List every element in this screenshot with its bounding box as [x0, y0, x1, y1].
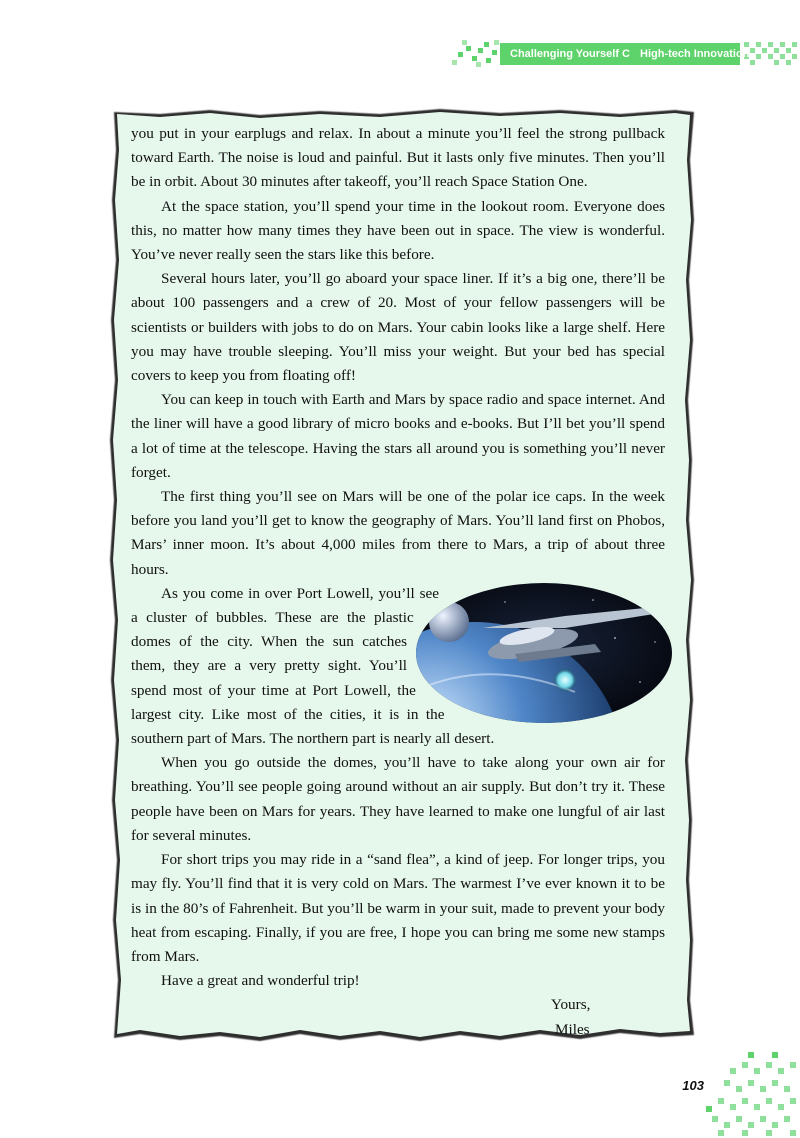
letter-paragraph: For short trips you may ride in a “sand flea”, a kind of jeep. For longer trips, you may fly. You’ll find that it is very cold on Mars. The warmest I’ve ever known it to be is in the 80’s of Fahrenheit. But you’ll be warm in your suit, made to prevent your body heat from escaping. Finally, if you are free, I hope you can bring me some new stamps from Mars.: [131, 851, 665, 965]
letter-paragraph: Several hours later, you’ll go aboard your space liner. If it’s a big one, there’ll be about 100 passengers and a crew of 20. Most of your fellow passengers will be scientists or builders with jobs to do on Mars. Your cabin looks like a large shelf. Here you may have trouble sleeping. You’ll miss your weight. But your bed has special covers to keep you from floating off!: [131, 270, 665, 385]
letter-closing: Yours,: [551, 996, 591, 1014]
letter-paragraph: you put in your earplugs and relax. In about a minute you’ll feel the strong pullback toward Earth. The noise is loud and painful. But it lasts only five minutes. Then you’ll be in orbit. About 30 minutes after takeoff, you’ll reach Space Station One.: [131, 125, 665, 191]
letter-body: [131, 122, 665, 1042]
section-header-bar: [500, 43, 750, 65]
starship-illustration: [415, 582, 673, 724]
letter-paragraph: Have a great and wonderful trip!: [161, 972, 360, 990]
section-topic: High-tech Innovation: [640, 48, 750, 60]
letter-paragraph: At the space station, you’ll spend your time in the lookout room. Everyone does this, no matter how many times they have been out in space. The view is wonderful. You’ve never really seen the stars like this before.: [131, 197, 665, 264]
letter-signature: Miles: [555, 1020, 590, 1038]
section-title: Challenging Yourself C: [510, 48, 630, 60]
letter-paragraph: You can keep in touch with Earth and Mars by space radio and space internet. And the liner will have a good library of micro books and e-books. But I’ll bet you’ll spend a lot of time at the telescope. Having the stars all around you is something you’ll never forget.: [131, 391, 665, 481]
page-number: 103: [682, 1078, 704, 1093]
letter-paragraph: When you go outside the domes, you’ll have to take along your own air for breathing. You’ll see people going around without an air supply. But don’t try it. These people have been on Mars for years. They have learned to make one lungful of air last for several minutes.: [131, 754, 665, 844]
letter-paragraph: As you come in over Port Lowell, you’ll see a cluster of bubbles. These are the plastic domes of the city. When the sun catches them, they are a very pretty sight. You’ll spend most of your time at Port Lowell, the largest city. Like most of the cities, it is in the southern part of Mars. The northern part is nearly all desert.: [131, 584, 495, 748]
letter-paragraph: The first thing you’ll see on Mars will be one of the polar ice caps. In the week before you land you’ll get to know the geography of Mars. You’ll land first on Phobos, Mars’ inner moon. It’s about 4,000 miles from there to Mars, a trip of about three hours.: [131, 488, 665, 578]
pixel-pattern-decoration-bottom: [700, 1050, 800, 1138]
